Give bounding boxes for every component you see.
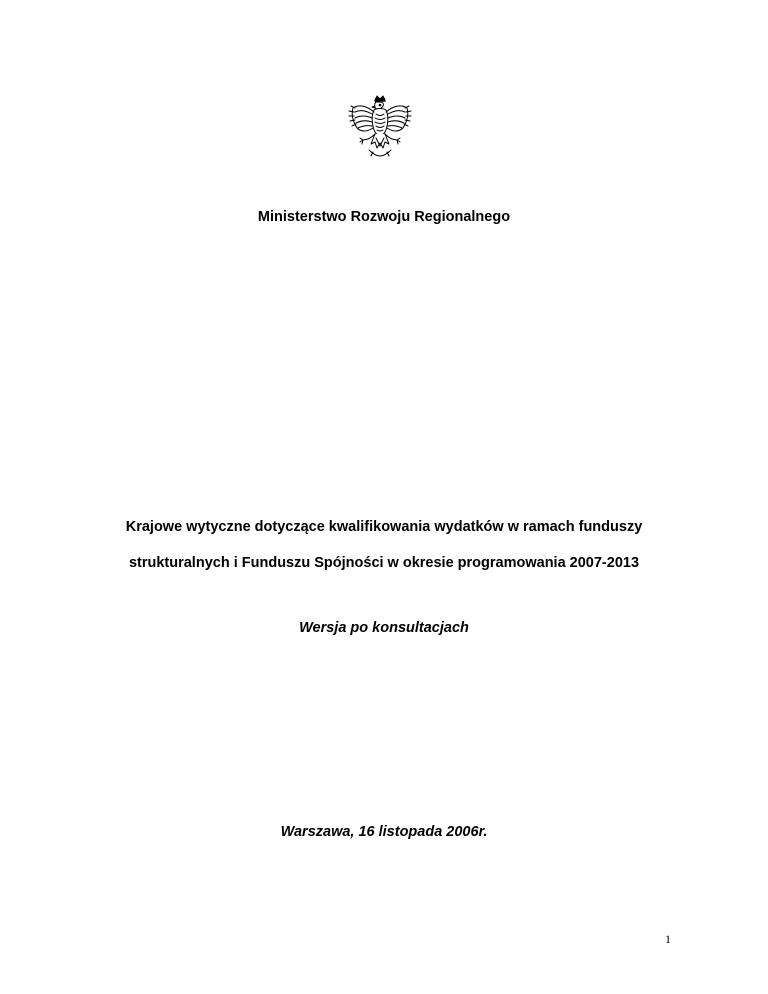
page-number: 1 bbox=[665, 932, 671, 946]
ministry-name: Ministerstwo Rozwoju Regionalnego bbox=[257, 209, 511, 225]
document-version: Wersja po konsultacjach bbox=[299, 620, 469, 636]
title-line-1: Krajowe wytyczne dotyczące kwalifikowania wydatków w ramach funduszy bbox=[125, 519, 643, 535]
polish-eagle-icon bbox=[345, 94, 415, 160]
title-line-2: strukturalnych i Funduszu Spójności w okresie programowania 2007-2013 bbox=[128, 555, 640, 571]
document-title bbox=[40, 518, 728, 590]
place-and-date: Warszawa, 16 listopada 2006r. bbox=[280, 824, 488, 840]
